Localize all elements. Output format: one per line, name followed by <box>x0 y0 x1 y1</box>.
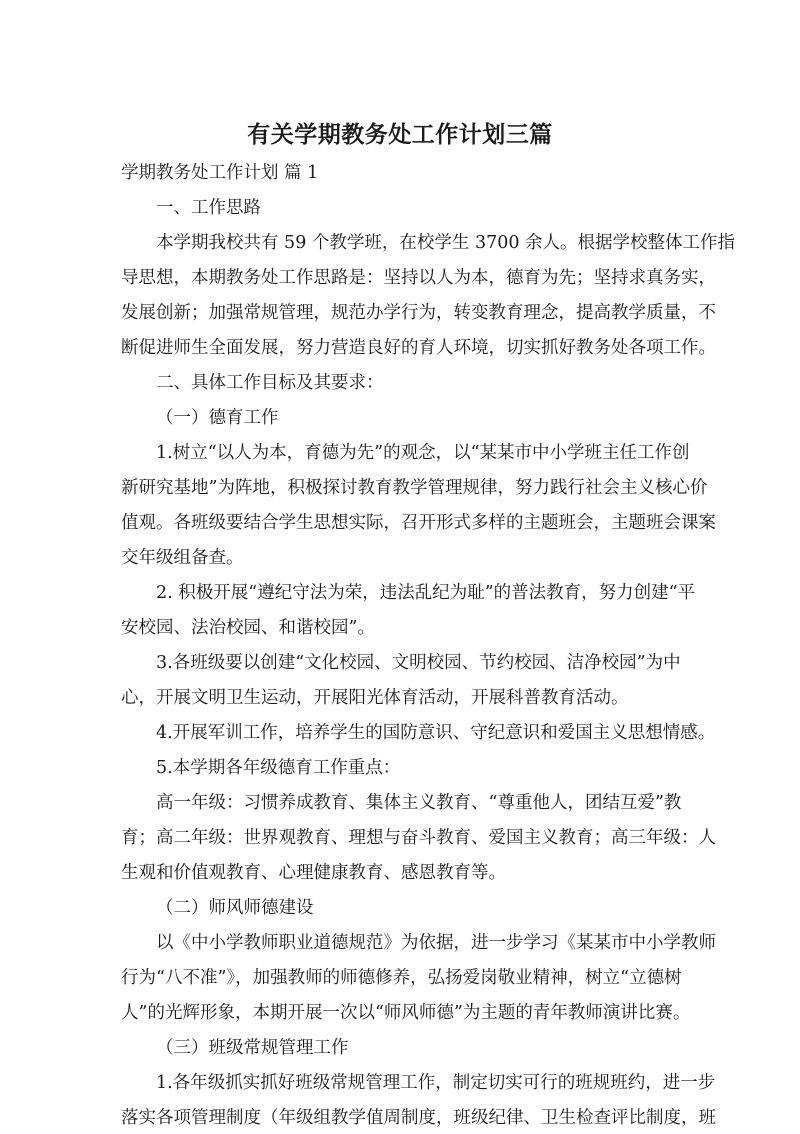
section-heading: 一、工作思路 <box>156 198 261 218</box>
section-heading: 二、具体工作目标及其要求： <box>156 373 384 393</box>
paragraph <box>121 438 716 574</box>
paragraph-line: 安校园、法治校园、和谐校园”。 <box>121 618 375 638</box>
paragraph-line: 新研究基地”为阵地，积极探讨教育教学管理规律，努力践行社会主义核心价 <box>121 478 708 498</box>
paragraph-line: 落实各项管理制度（年级组教学值周制度，班级纪律、卫生检查评比制度，班 <box>121 1108 716 1128</box>
paragraph-line: 本学期我校共有 59 个教学班，在校学生 3700 余人。根据学校整体工作指 <box>156 233 736 253</box>
paragraph-line: 交年级组备查。 <box>121 548 244 568</box>
paragraph-line: 1.树立“以人为本，育德为先”的观念，以“某某市中小学班主任工作创 <box>156 443 690 463</box>
paragraph-line: 心，开展文明卫生运动，开展阳光体育活动，开展科普教育活动。 <box>121 688 629 708</box>
paragraph-line: 值观。各班级要结合学生思想实际，召开形式多样的主题班会，主题班会课案 <box>121 513 716 533</box>
document-body <box>121 158 736 1134</box>
subsection-heading: （一）德育工作 <box>156 408 279 428</box>
paragraph-line: 导思想，本期教务处工作思路是：坚持以人为本，德育为先；坚持求真务实， <box>121 268 716 288</box>
paragraph: 5.本学期各年级德育工作重点： <box>156 758 401 778</box>
paragraph-line: 断促进师生全面发展，努力营造良好的育人环境，切实抓好教务处各项工作。 <box>121 338 716 358</box>
paragraph-line: 3.各班级要以创建“文化校园、文明校园、节约校园、洁净校园”为中 <box>156 653 681 673</box>
paragraph <box>121 228 736 364</box>
paragraph-line: 生观和价值观教育、心理健康教育、感恩教育等。 <box>121 863 506 883</box>
paragraph-line: 以《中小学教师职业道德规范》为依据，进一步学习《某某市中小学教师 <box>156 933 716 953</box>
paragraph-line: 发展创新；加强常规管理，规范办学行为，转变教育理念，提高教学质量，不 <box>121 303 716 323</box>
paragraph-line: 人”的光辉形象，本期开展一次以“师风师德”为主题的青年教师演讲比赛。 <box>121 1003 691 1023</box>
document-title: 有关学期教务处工作计划三篇 <box>247 122 553 148</box>
subsection-heading: （三）班级常规管理工作 <box>156 1038 349 1058</box>
paragraph-line: 行为“八不准”》，加强教师的师德修养，弘扬爱岗敬业精神，树立“立德树 <box>121 968 682 988</box>
document-subtitle: 学期教务处工作计划 篇 1 <box>121 163 319 183</box>
paragraph-line: 育；高二年级：世界观教育、理想与奋斗教育、爱国主义教育；高三年级：人 <box>121 828 716 848</box>
paragraph-line: 1.各年级抓实抓好班级常规管理工作，制定切实可行的班规班约，进一步 <box>156 1073 716 1093</box>
paragraph <box>121 578 696 644</box>
paragraph: 4.开展军训工作，培养学生的国防意识、守纪意识和爱国主义思想情感。 <box>156 723 716 743</box>
paragraph <box>121 648 681 714</box>
paragraph <box>121 928 716 1029</box>
paragraph-line: 高一年级：习惯养成教育、集体主义教育、“尊重他人，团结互爱”教 <box>156 793 682 813</box>
subsection-heading: （二）师风师德建设 <box>156 898 314 918</box>
paragraph <box>121 788 716 889</box>
paragraph-line: 2. 积极开展“遵纪守法为荣，违法乱纪为耻”的普法教育，努力创建“平 <box>156 583 696 603</box>
paragraph <box>121 1068 716 1134</box>
